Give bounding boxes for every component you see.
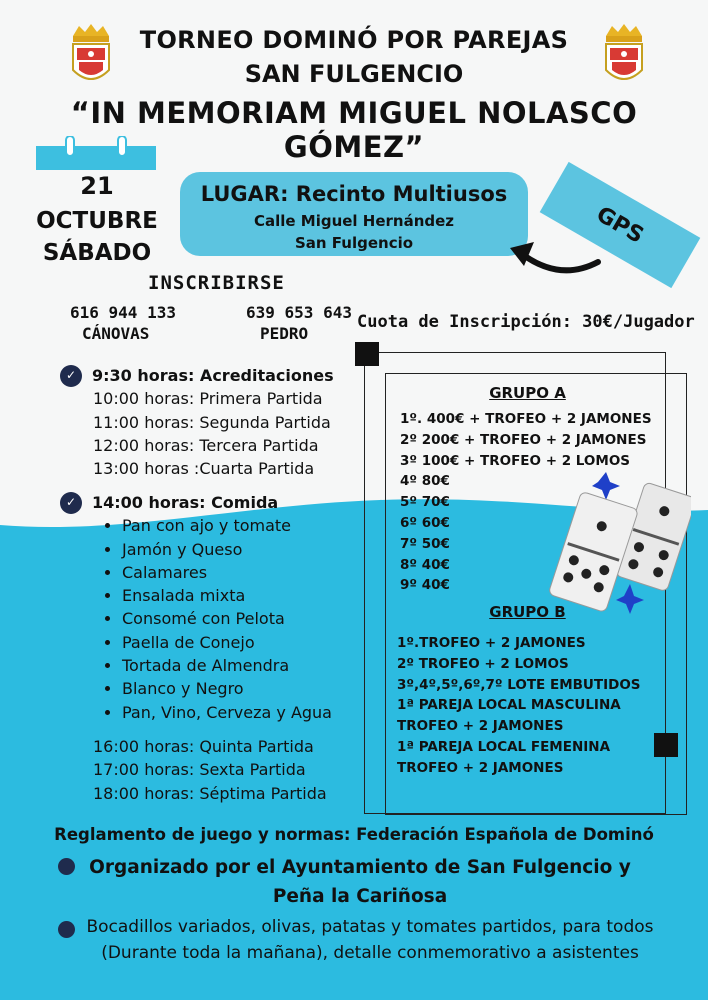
registration-fee: Cuota de Inscripción: 30€/Jugador [357, 312, 695, 332]
prize-item: 2º 200€ + TROFEO + 2 JAMONES [400, 431, 647, 448]
location-town: San Fulgencio [294, 234, 414, 252]
contact2-name: PEDRO [260, 324, 309, 343]
menu-item: • Pan con ajo y tomate [122, 514, 360, 537]
arrow-icon [500, 236, 604, 286]
schedule-item: 17:00 horas: Sexta Partida [93, 760, 306, 780]
check-icon: ✓ [60, 365, 82, 387]
prize-item: 5º 70€ [400, 494, 450, 511]
prize-item: TROFEO + 2 JAMONES [397, 718, 564, 735]
location-box [180, 172, 528, 256]
extras-line-1: Bocadillos variados, olivas, patatas y tomates partidos, para todos [86, 917, 654, 937]
morning-schedule [60, 364, 350, 480]
menu-item: • Tortada de Almendra [122, 654, 360, 677]
prize-item: 2º TROFEO + 2 LOMOS [397, 655, 569, 672]
schedule-item: 11:00 horas: Segunda Partida [93, 412, 331, 432]
afternoon-schedule [93, 735, 373, 805]
schedule-item: 10:00 horas: Primera Partida [93, 389, 323, 409]
menu-item: • Jamón y Queso [122, 538, 360, 561]
location-title: LUGAR: Recinto Multiusos [200, 182, 508, 206]
title-line-1: TORNEO DOMINÓ POR PAREJAS [139, 26, 569, 54]
contact1-phone[interactable]: 616 944 133 [70, 303, 176, 322]
title-line-3: “IN MEMORIAM MIGUEL NOLASCO GÓMEZ” [70, 96, 638, 164]
calendar-icon [36, 136, 156, 172]
organizer-line-1: Organizado por el Ayuntamiento de San Fulgencio y [89, 857, 631, 878]
domino-icon [536, 470, 691, 615]
title-line-2: SAN FULGENCIO [244, 60, 464, 88]
prize-item: 7º 50€ [400, 535, 450, 552]
organizer-line-2: Peña la Cariñosa [272, 886, 448, 907]
prize-item: 1ª PAREJA LOCAL MASCULINA [397, 697, 621, 714]
contact2-phone[interactable]: 639 653 643 [246, 303, 352, 322]
group-b-title: GRUPO B [489, 603, 566, 621]
lunch-section [60, 491, 360, 724]
date-weekday: SÁBADO [42, 240, 152, 266]
prize-item: 3º,4º,5º,6º,7º LOTE EMBUTIDOS [397, 676, 641, 693]
prize-item: 1ª PAREJA LOCAL FEMENINA [397, 738, 611, 755]
prize-item: 1º.TROFEO + 2 JAMONES [397, 635, 586, 651]
schedule-head: 9:30 horas: Acreditaciones [92, 366, 334, 385]
rules-line: Reglamento de juego y normas: Federación Española de Dominó [54, 825, 654, 844]
menu-item: • Ensalada mixta [122, 584, 360, 607]
menu-item: • Consomé con Pelota [122, 607, 360, 630]
prize-item: 3º 100€ + TROFEO + 2 LOMOS [400, 452, 631, 469]
gps-label: GPS [592, 201, 648, 249]
schedule-item: 12:00 horas: Tercera Partida [93, 435, 319, 455]
schedule-item: 13:00 horas :Cuarta Partida [93, 459, 315, 479]
date-day: 21 [80, 172, 114, 200]
extras-line-2: (Durante toda la mañana), detalle conmemorativo a asistentes [101, 943, 639, 963]
date-month: OCTUBRE [36, 208, 158, 234]
contact1-name: CÁNOVAS [82, 324, 150, 343]
check-icon: ✓ [60, 492, 82, 514]
frame-corner [355, 342, 379, 366]
location-street: Calle Miguel Hernández [253, 212, 455, 230]
prize-item: 9º 40€ [400, 577, 450, 594]
prize-item: 1º. 400€ + TROFEO + 2 JAMONES [400, 411, 652, 427]
prize-item: TROFEO + 2 JAMONES [397, 759, 564, 776]
group-a-title: GRUPO A [489, 384, 566, 402]
lunch-head: 14:00 horas: Comida [92, 493, 279, 512]
inscribirse-label: INSCRIBIRSE [148, 272, 285, 294]
menu-item: • Paella de Conejo [122, 631, 360, 654]
schedule-item: 18:00 horas: Séptima Partida [93, 783, 327, 803]
group-b-prizes [397, 633, 677, 779]
schedule-item: 16:00 horas: Quinta Partida [93, 737, 314, 756]
menu-item: • Blanco y Negro [122, 677, 360, 700]
prize-item: 6º 60€ [400, 514, 450, 531]
menu-item: • Pan, Vino, Cerveza y Agua [122, 701, 360, 724]
prize-item: 4º 80€ [400, 473, 450, 490]
menu-item: • Calamares [122, 561, 360, 584]
prize-item: 8º 40€ [400, 556, 450, 573]
